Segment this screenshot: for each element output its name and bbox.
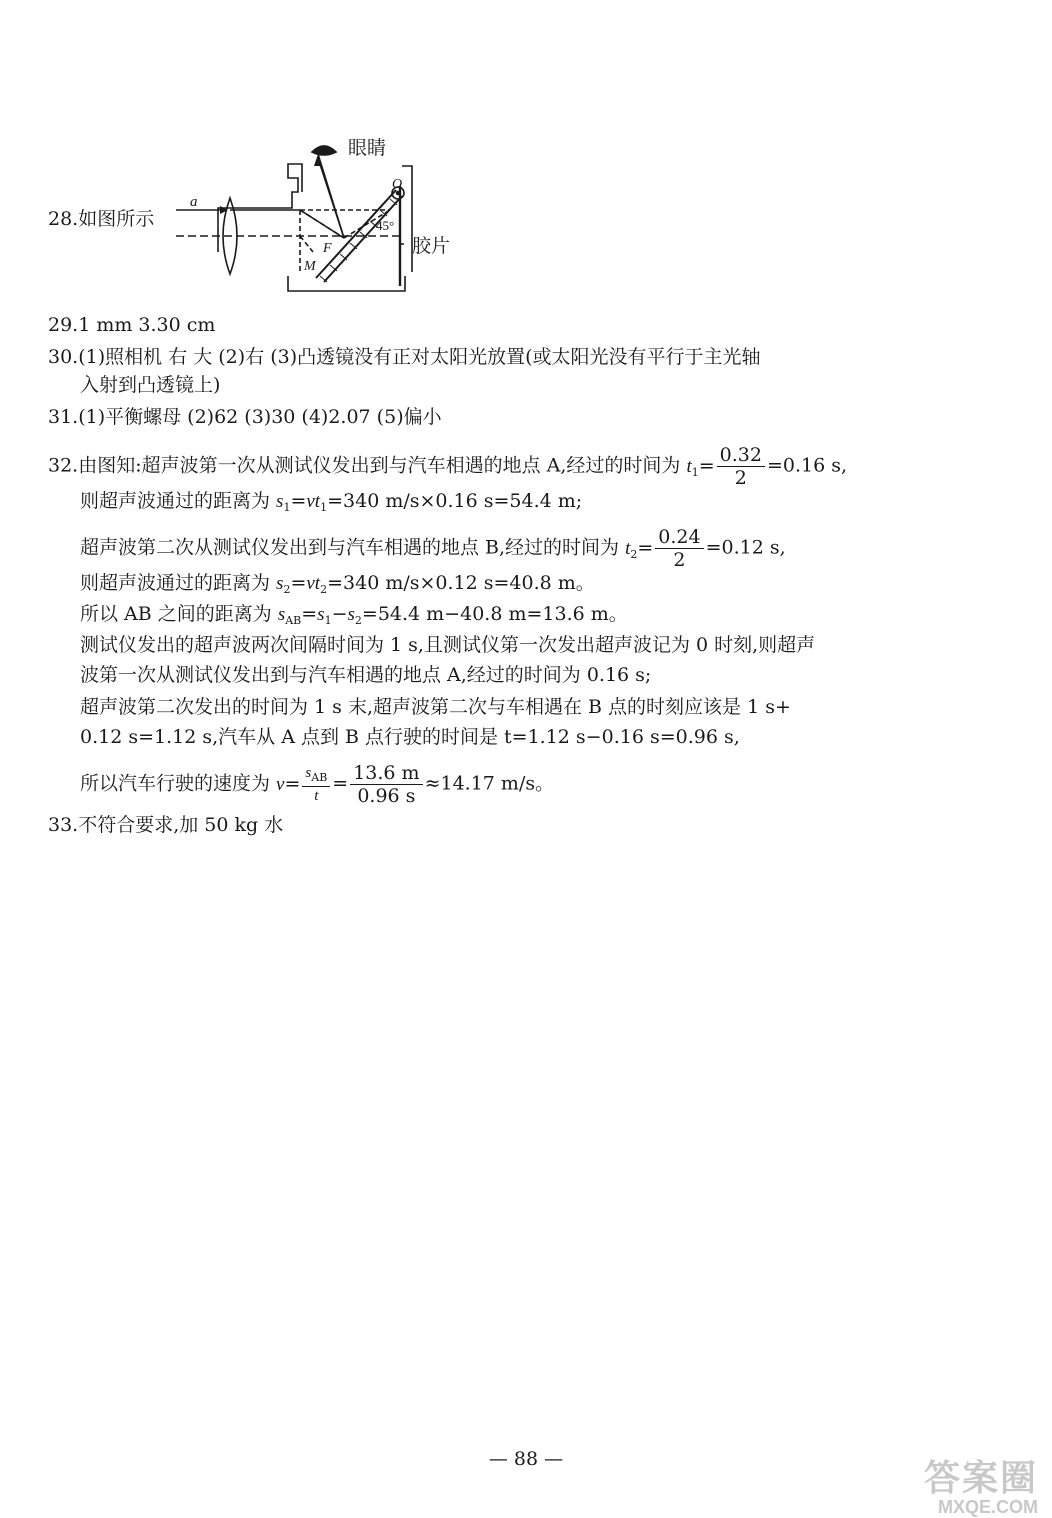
ray-label: a	[190, 194, 198, 210]
camera-reflex-diagram	[168, 126, 468, 298]
question-29: 29.1 mm 3.30 cm	[48, 314, 216, 336]
point-m-label: M	[304, 259, 316, 274]
question-28-text: 如图所示	[78, 208, 155, 230]
eye-icon	[312, 146, 336, 155]
question-32-line-7: 波第一次从测试仪发出到与汽车相遇的地点 A,经过的时间为 0.16 s;	[80, 664, 652, 686]
v-value-fraction: $\frac{13.6 m}{0.96 s}$	[350, 762, 422, 807]
point-f-label: F	[323, 241, 332, 256]
film-label: 胶片	[412, 235, 451, 257]
t1-subscript: 1	[691, 465, 699, 479]
camera-body-right	[402, 166, 412, 272]
question-32-line-5: 所以 AB 之间的距离为 $s_{AB}=s_1-s_2=54.4$ m−40.8 m=13.6 m。	[80, 603, 628, 627]
page-number: — 88 —	[488, 1448, 564, 1470]
question-30-line-1: 30.(1)照相机 右 大 (2)右 (3)凸透镜没有正对太阳光放置(或太阳光没有平行于主光轴	[48, 346, 761, 368]
v-symbol-fraction: $\frac{s_{AB}}{t}$	[302, 764, 330, 805]
t1-fraction: $\frac{0.32}{2}$	[717, 444, 765, 489]
t2-fraction: $\frac{0.24}{2}$	[655, 526, 703, 571]
question-31: 31.(1)平衡螺母 (2)62 (3)30 (4)2.07 (5)偏小	[48, 406, 442, 428]
question-32-line-10: 所以汽车行驶的速度为 v= $\frac{s_{AB}}{t}$ = $\frac{13.6 m}{0.96 s}$ ≈14.17 m/s。	[80, 762, 555, 807]
question-32-line-9: 0.12 s=1.12 s,汽车从 A 点到 B 点行驶的时间是 t=1.12 s−0.16 s=0.96 s,	[80, 726, 740, 748]
camera-body-bottom	[288, 276, 405, 291]
question-33: 33.不符合要求,加 50 kg 水	[48, 814, 284, 836]
plane-mirror	[316, 190, 396, 278]
watermark-logo: 答案圈 MXQE.COM	[923, 1457, 1038, 1517]
question-30-line-2: 入射到凸透镜上)	[80, 374, 221, 396]
question-28-number: 28.	[48, 208, 79, 230]
question-32-line-8: 超声波第二次发出的时间为 1 s 末,超声波第二次与车相遇在 B 点的时刻应该是 1 s+	[80, 696, 791, 718]
question-32-line-6: 测试仪发出的超声波两次间隔时间为 1 s,且测试仪第一次发出超声波记为 0 时刻,则超声	[80, 634, 816, 656]
eye-label: 眼睛	[348, 137, 387, 159]
question-32-line-3: 超声波第二次从测试仪发出到与汽车相遇的地点 B,经过的时间为 $t_2=$ $\frac{0.24}{2}$ =0.12 s,	[80, 526, 786, 571]
question-32-line-1: 32.由图知:超声波第一次从测试仪发出到与汽车相遇的地点 A,经过的时间为 $t_1=$ $\frac{0.32}{2}$ =0.16 s,	[48, 444, 848, 489]
angle-label: 45°	[376, 218, 395, 233]
t1-result: =0.16 s,	[766, 454, 848, 477]
q32-l1-text: 32.由图知:超声波第一次从测试仪发出到与汽车相遇的地点 A,经过的时间为	[48, 454, 687, 477]
t1-symbol: t	[686, 455, 692, 477]
camera-body-left	[218, 164, 302, 252]
point-o-label: O	[392, 177, 403, 192]
question-28	[48, 206, 154, 232]
question-32-line-2: 则超声波通过的距离为 $s_1=vt_1=340$ m/s×0.16 s=54.4 m;	[80, 490, 583, 514]
question-32-line-4: 则超声波通过的距离为 $s_2=vt_2=340$ m/s×0.12 s=40.8 m。	[80, 572, 595, 596]
